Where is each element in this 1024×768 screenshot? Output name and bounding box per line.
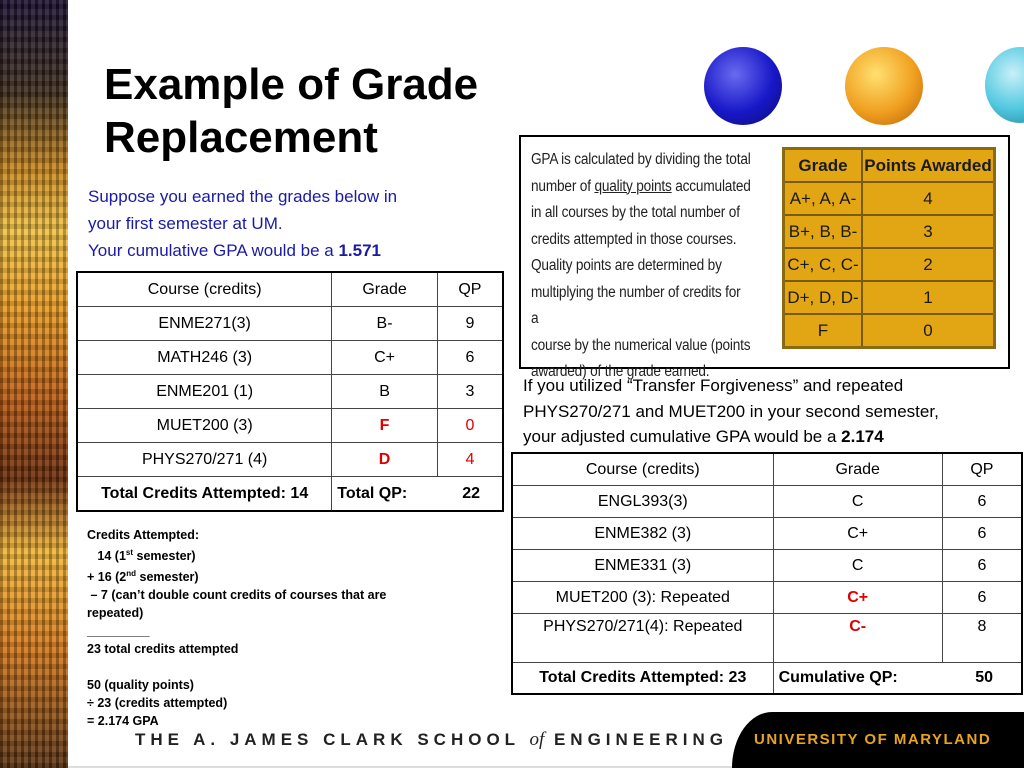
cell-qp: 6 bbox=[942, 550, 1022, 582]
transfer-gpa-label: your adjusted cumulative GPA would be a bbox=[523, 427, 837, 446]
table-row bbox=[77, 409, 503, 443]
cell-grade: C+ bbox=[773, 582, 942, 614]
total-qp bbox=[332, 477, 503, 512]
blue-orb-decoration bbox=[704, 47, 782, 125]
calc-line bbox=[87, 544, 467, 565]
cell-points: 2 bbox=[862, 248, 995, 281]
intro-line-2: your first semester at UM. bbox=[88, 214, 283, 233]
calc-line: = 2.174 GPA bbox=[87, 714, 159, 729]
header-grade: Grade bbox=[773, 453, 942, 486]
cell-points: 1 bbox=[862, 281, 995, 314]
calc-line: Credits Attempted: bbox=[87, 528, 200, 542]
cyan-orb-decoration bbox=[985, 47, 1024, 123]
calc-line bbox=[87, 586, 467, 604]
transfer-gpa-value: 2.174 bbox=[841, 427, 884, 446]
header-qp: QP bbox=[942, 453, 1022, 486]
cell-course: ENME331 (3) bbox=[512, 550, 773, 582]
calc-line: 23 total credits attempted bbox=[87, 642, 239, 657]
school-name bbox=[135, 729, 728, 751]
intro-line-1: Suppose you earned the grades below in bbox=[88, 187, 398, 206]
table-total-row bbox=[512, 663, 1022, 695]
points-awarded-table bbox=[782, 147, 996, 349]
calc-line: _________ bbox=[87, 624, 150, 639]
panel-line bbox=[531, 174, 751, 201]
table-row bbox=[512, 582, 1022, 614]
calc-line bbox=[87, 565, 467, 586]
cell-course: MUET200 (3): Repeated bbox=[512, 582, 773, 614]
cell-grade: C bbox=[773, 550, 942, 582]
cell-grade: C+ bbox=[332, 341, 438, 375]
table-row bbox=[77, 375, 503, 409]
university-name: UNIVERSITY OF MARYLAND bbox=[754, 731, 992, 748]
cell-course: MUET200 (3) bbox=[77, 409, 332, 443]
cell-grade: C+, C, C- bbox=[784, 248, 863, 281]
table-row bbox=[784, 314, 995, 348]
panel-line: multiplying the number of credits for a bbox=[531, 283, 741, 327]
header-grade: Grade bbox=[784, 149, 863, 183]
calc-text: – 7 (can’t double count credits of courses that are bbox=[90, 588, 387, 603]
cell-grade: D+, D, D- bbox=[784, 281, 863, 314]
calc-line: ÷ 23 (credits attempted) bbox=[87, 696, 228, 711]
first-semester-table bbox=[76, 271, 504, 512]
calculation-notes bbox=[87, 526, 467, 730]
cell-grade: C bbox=[773, 486, 942, 518]
transfer-line bbox=[523, 424, 1018, 450]
total-qp-value: 50 bbox=[975, 669, 993, 686]
cell-qp: 0 bbox=[437, 409, 503, 443]
cell-grade: A+, A, A- bbox=[784, 182, 863, 215]
calc-spacer bbox=[87, 658, 467, 676]
gold-orb-decoration bbox=[845, 47, 923, 125]
intro-gpa-label: Your cumulative GPA would be a bbox=[88, 241, 334, 260]
calc-text: semester) bbox=[133, 549, 196, 564]
cell-grade: F bbox=[332, 409, 438, 443]
cell-qp: 6 bbox=[942, 486, 1022, 518]
cell-qp: 3 bbox=[437, 375, 503, 409]
table-row bbox=[77, 443, 503, 477]
calc-line: repeated) bbox=[87, 606, 144, 621]
intro-line-3 bbox=[88, 237, 488, 264]
panel-line: in all courses by the total number of bbox=[531, 204, 740, 221]
school-name-part: THE A. JAMES CLARK SCHOOL bbox=[135, 730, 530, 749]
gpa-explanation-panel bbox=[519, 135, 1010, 380]
panel-text: accumulated bbox=[671, 177, 751, 195]
table-header-row bbox=[784, 149, 995, 183]
total-qp-label: Total QP: bbox=[337, 484, 408, 502]
panel-line: GPA is calculated by dividing the total bbox=[531, 151, 751, 168]
decorative-circuit-strip bbox=[0, 0, 68, 768]
calc-sup: st bbox=[125, 548, 134, 557]
panel-text: number of bbox=[531, 177, 595, 195]
cell-course: ENME271(3) bbox=[77, 307, 332, 341]
total-qp-value: 22 bbox=[462, 484, 480, 502]
cell-qp: 6 bbox=[437, 341, 503, 375]
cell-points: 4 bbox=[862, 182, 995, 215]
calc-text: + 16 (2 bbox=[87, 570, 127, 585]
cell-course: MATH246 (3) bbox=[77, 341, 332, 375]
table-row bbox=[512, 614, 1022, 663]
cell-grade: F bbox=[784, 314, 863, 348]
table-row bbox=[784, 182, 995, 215]
table-header-row bbox=[77, 272, 503, 307]
table-row bbox=[512, 550, 1022, 582]
cell-points: 3 bbox=[862, 215, 995, 248]
panel-line: awarded) of the grade earned. bbox=[531, 363, 710, 380]
intro-gpa-value: 1.571 bbox=[338, 241, 381, 260]
total-credits: Total Credits Attempted: 23 bbox=[512, 663, 773, 695]
total-credits: Total Credits Attempted: 14 bbox=[77, 477, 332, 512]
header-points: Points Awarded bbox=[862, 149, 995, 183]
school-name-part: ENGINEERING bbox=[544, 730, 728, 749]
cell-qp: 6 bbox=[942, 582, 1022, 614]
panel-line: credits attempted in those courses. bbox=[531, 230, 737, 248]
cell-course: ENME201 (1) bbox=[77, 375, 332, 409]
transfer-line: If you utilized “Transfer Forgiveness” and repeated bbox=[523, 376, 904, 395]
cell-qp: 9 bbox=[437, 307, 503, 341]
school-name-of: of bbox=[529, 729, 545, 750]
table-row bbox=[512, 518, 1022, 550]
table-row bbox=[784, 281, 995, 314]
cell-qp: 6 bbox=[942, 518, 1022, 550]
table-row bbox=[784, 215, 995, 248]
second-semester-table bbox=[511, 452, 1023, 695]
calc-line: 50 (quality points) bbox=[87, 678, 194, 693]
table-row bbox=[77, 307, 503, 341]
header-grade: Grade bbox=[332, 272, 438, 307]
gpa-explanation-text bbox=[531, 147, 751, 386]
cell-qp: 4 bbox=[437, 443, 503, 477]
cell-course: ENGL393(3) bbox=[512, 486, 773, 518]
university-logo-bar bbox=[732, 712, 1024, 768]
transfer-forgiveness-text bbox=[523, 373, 1018, 450]
cell-points: 0 bbox=[862, 314, 995, 348]
panel-line: course by the numerical value (points bbox=[531, 336, 751, 354]
slide-title: Example of Grade Replacement bbox=[104, 60, 479, 162]
total-qp bbox=[773, 663, 1022, 695]
table-row bbox=[512, 486, 1022, 518]
table-total-row bbox=[77, 477, 503, 512]
cell-course: ENME382 (3) bbox=[512, 518, 773, 550]
cell-grade: D bbox=[332, 443, 438, 477]
table-row bbox=[784, 248, 995, 281]
header-course: Course (credits) bbox=[77, 272, 332, 307]
table-row bbox=[77, 341, 503, 375]
cell-grade: C- bbox=[773, 614, 942, 663]
total-qp-label: Cumulative QP: bbox=[778, 669, 898, 686]
intro-text bbox=[88, 183, 488, 264]
panel-line: Quality points are determined by bbox=[531, 257, 722, 274]
header-qp: QP bbox=[437, 272, 503, 307]
cell-grade: B- bbox=[332, 307, 438, 341]
quality-points-term: quality points bbox=[594, 177, 672, 195]
header-course: Course (credits) bbox=[512, 453, 773, 486]
calc-text: 14 (1 bbox=[97, 549, 126, 564]
calc-text: semester) bbox=[136, 570, 199, 585]
cell-course: PHYS270/271(4): Repeated bbox=[512, 614, 773, 663]
table-header-row bbox=[512, 453, 1022, 486]
cell-grade: B bbox=[332, 375, 438, 409]
cell-grade: C+ bbox=[773, 518, 942, 550]
cell-qp: 8 bbox=[942, 614, 1022, 663]
calc-sup: nd bbox=[126, 569, 137, 579]
cell-course: PHYS270/271 (4) bbox=[77, 443, 332, 477]
cell-grade: B+, B, B- bbox=[784, 215, 863, 248]
transfer-line: PHYS270/271 and MUET200 in your second semester, bbox=[523, 401, 939, 421]
